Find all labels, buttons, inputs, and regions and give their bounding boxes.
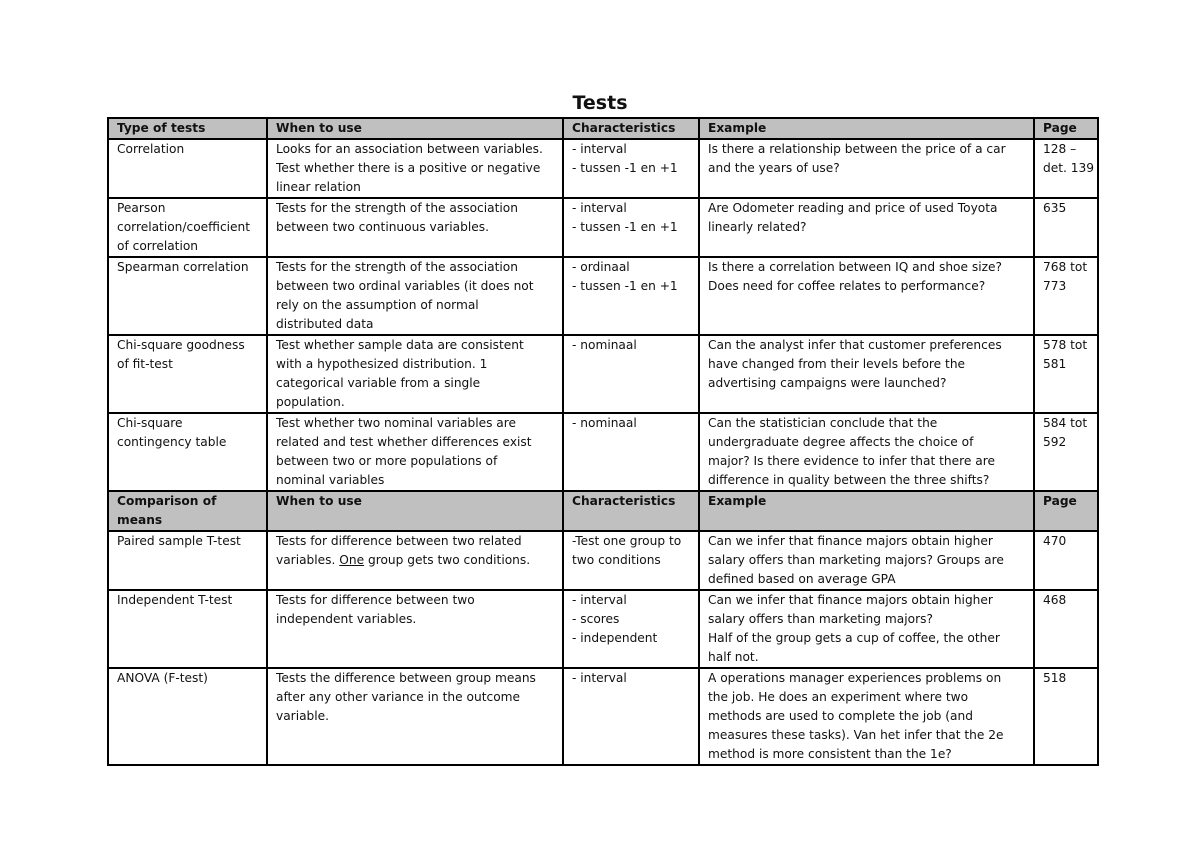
example-cell: [699, 139, 1034, 198]
cell-line: Can the analyst infer that customer preferences: [708, 338, 1002, 352]
column-header: Comparison of means: [108, 491, 267, 531]
cell-line: variable.: [276, 709, 330, 723]
cell-line: method is more consistent than the 1e?: [708, 747, 952, 761]
table-row: [108, 531, 1098, 590]
cell-line: 470: [1043, 534, 1067, 548]
table-row: [108, 668, 1098, 765]
characteristics-cell: [563, 257, 699, 335]
cell-line: - interval: [572, 593, 627, 607]
table-row: [108, 257, 1098, 335]
column-header: Characteristics: [563, 491, 699, 531]
cell-line: measures these tasks). Van het infer that the 2e: [708, 728, 1004, 742]
column-header: When to use: [267, 118, 563, 139]
page-cell: [1034, 198, 1098, 257]
cell-line: 635: [1043, 201, 1067, 215]
example-cell: [699, 590, 1034, 668]
example-cell: [699, 531, 1034, 590]
column-header: Example: [699, 491, 1034, 531]
test-type-cell: [108, 198, 267, 257]
example-cell: [699, 335, 1034, 413]
page-mark: [592, 0, 602, 5]
cell-line: - ordinaal: [572, 260, 630, 274]
page-cell: [1034, 335, 1098, 413]
cell-line: linearly related?: [708, 220, 807, 234]
test-type-cell: [108, 668, 267, 765]
characteristics-cell: [563, 668, 699, 765]
cell-line: 584 tot: [1043, 416, 1088, 430]
cell-line: salary offers than marketing majors?: [708, 612, 933, 626]
cell-line: Test whether there is a positive or negative: [276, 161, 541, 175]
cell-line: Can we infer that finance majors obtain higher: [708, 534, 993, 548]
column-header: Characteristics: [563, 118, 699, 139]
document-title: Tests: [572, 92, 628, 114]
table-row: [108, 198, 1098, 257]
cell-line: Can we infer that finance majors obtain higher: [708, 593, 993, 607]
test-type-cell: [108, 531, 267, 590]
cell-line: population.: [276, 395, 345, 409]
table-row: [108, 139, 1098, 198]
cell-line: A operations manager experiences problems on: [708, 671, 1002, 685]
table-row: [108, 590, 1098, 668]
when-to-use-cell: [267, 413, 563, 491]
cell-line: - scores: [572, 612, 620, 626]
cell-line: Is there a relationship between the price of a car: [708, 142, 1006, 156]
cell-line: - interval: [572, 671, 627, 685]
cell-line: related and test whether differences exist: [276, 435, 532, 449]
page-cell: [1034, 413, 1098, 491]
cell-line: - nominaal: [572, 416, 637, 430]
column-header: Example: [699, 118, 1034, 139]
column-header: Page: [1034, 118, 1098, 139]
cell-line: Correlation: [117, 142, 185, 156]
column-header: Page: [1034, 491, 1098, 531]
cell-line: Half of the group gets a cup of coffee, the other: [708, 631, 1000, 645]
cell-line: Chi-square goodness: [117, 338, 245, 352]
cell-line: Tests for the strength of the association: [276, 201, 518, 215]
cell-line: 128 –: [1043, 142, 1077, 156]
characteristics-cell: [563, 413, 699, 491]
cell-line: 773: [1043, 279, 1067, 293]
characteristics-cell: [563, 139, 699, 198]
cell-line: with a hypothesized distribution. 1: [276, 357, 488, 371]
example-cell: [699, 413, 1034, 491]
characteristics-cell: [563, 198, 699, 257]
cell-line: Independent T-test: [117, 593, 233, 607]
test-type-cell: [108, 335, 267, 413]
page-cell: [1034, 531, 1098, 590]
cell-line: - tussen -1 en +1: [572, 220, 678, 234]
table-header-row: [108, 118, 1098, 139]
tests-table: [107, 117, 1099, 766]
cell-line: Is there a correlation between IQ and shoe size?: [708, 260, 1002, 274]
example-cell: [699, 198, 1034, 257]
when-to-use-cell: [267, 198, 563, 257]
test-type-cell: [108, 413, 267, 491]
cell-line: methods are used to complete the job (and: [708, 709, 973, 723]
cell-line: correlation/coefficient: [117, 220, 251, 234]
test-type-cell: [108, 590, 267, 668]
when-to-use-cell: [267, 257, 563, 335]
cell-line: difference in quality between the three shifts?: [708, 473, 990, 487]
test-type-cell: [108, 257, 267, 335]
when-to-use-cell: [267, 668, 563, 765]
cell-line: Looks for an association between variables.: [276, 142, 543, 156]
cell-line: 592: [1043, 435, 1067, 449]
cell-line: of correlation: [117, 239, 199, 253]
cell-line: 581: [1043, 357, 1067, 371]
cell-line: -Test one group to: [572, 534, 682, 548]
characteristics-cell: [563, 590, 699, 668]
cell-line: - interval: [572, 201, 627, 215]
cell-line: categorical variable from a single: [276, 376, 481, 390]
cell-line: - tussen -1 en +1: [572, 161, 678, 175]
cell-line: defined based on average GPA: [708, 572, 896, 586]
cell-line: Tests for difference between two related: [276, 534, 522, 548]
cell-line: Does need for coffee relates to performance?: [708, 279, 986, 293]
column-header: When to use: [267, 491, 563, 531]
cell-line: between two continuous variables.: [276, 220, 489, 234]
cell-line: Can the statistician conclude that the: [708, 416, 938, 430]
characteristics-cell: [563, 335, 699, 413]
cell-line: variables. One group gets two conditions.: [276, 553, 531, 567]
when-to-use-cell: [267, 335, 563, 413]
cell-line: Tests the difference between group means: [276, 671, 536, 685]
when-to-use-cell: [267, 531, 563, 590]
table-header-row: [108, 491, 1098, 531]
cell-line: Spearman correlation: [117, 260, 249, 274]
cell-line: two conditions: [572, 553, 661, 567]
cell-line: contingency table: [117, 435, 227, 449]
when-to-use-cell: [267, 590, 563, 668]
cell-line: have changed from their levels before the: [708, 357, 966, 371]
page-cell: [1034, 257, 1098, 335]
cell-line: Paired sample T-test: [117, 534, 241, 548]
cell-line: Test whether sample data are consistent: [276, 338, 524, 352]
cell-line: - independent: [572, 631, 658, 645]
cell-line: Chi-square: [117, 416, 183, 430]
cell-line: independent variables.: [276, 612, 417, 626]
cell-line: of fit-test: [117, 357, 173, 371]
cell-line: advertising campaigns were launched?: [708, 376, 947, 390]
cell-line: Tests for the strength of the association: [276, 260, 518, 274]
cell-line: ANOVA (F-test): [117, 671, 208, 685]
page-cell: [1034, 590, 1098, 668]
cell-line: distributed data: [276, 317, 374, 331]
cell-line: between two or more populations of: [276, 454, 498, 468]
cell-line: 578 tot: [1043, 338, 1088, 352]
cell-line: and the years of use?: [708, 161, 840, 175]
cell-line: after any other variance in the outcome: [276, 690, 521, 704]
column-header: Type of tests: [108, 118, 267, 139]
table-row: [108, 413, 1098, 491]
cell-line: det. 139: [1043, 161, 1095, 175]
cell-line: linear relation: [276, 180, 361, 194]
example-cell: [699, 668, 1034, 765]
page-cell: [1034, 139, 1098, 198]
cell-line: major? Is there evidence to infer that there are: [708, 454, 995, 468]
cell-line: salary offers than marketing majors? Groups are: [708, 553, 1004, 567]
cell-line: 468: [1043, 593, 1067, 607]
cell-line: Test whether two nominal variables are: [276, 416, 517, 430]
cell-line: 768 tot: [1043, 260, 1088, 274]
example-cell: [699, 257, 1034, 335]
characteristics-cell: [563, 531, 699, 590]
table-row: [108, 335, 1098, 413]
cell-line: nominal variables: [276, 473, 385, 487]
cell-line: 518: [1043, 671, 1067, 685]
test-type-cell: [108, 139, 267, 198]
cell-line: between two ordinal variables (it does not: [276, 279, 534, 293]
cell-line: Pearson: [117, 201, 166, 215]
cell-line: rely on the assumption of normal: [276, 298, 479, 312]
when-to-use-cell: [267, 139, 563, 198]
cell-line: Are Odometer reading and price of used Toyota: [708, 201, 998, 215]
cell-line: - nominaal: [572, 338, 637, 352]
cell-line: - interval: [572, 142, 627, 156]
cell-line: half not.: [708, 650, 759, 664]
cell-line: Tests for difference between two: [276, 593, 475, 607]
cell-line: undergraduate degree affects the choice of: [708, 435, 974, 449]
page-cell: [1034, 668, 1098, 765]
cell-line: - tussen -1 en +1: [572, 279, 678, 293]
cell-line: the job. He does an experiment where two: [708, 690, 969, 704]
